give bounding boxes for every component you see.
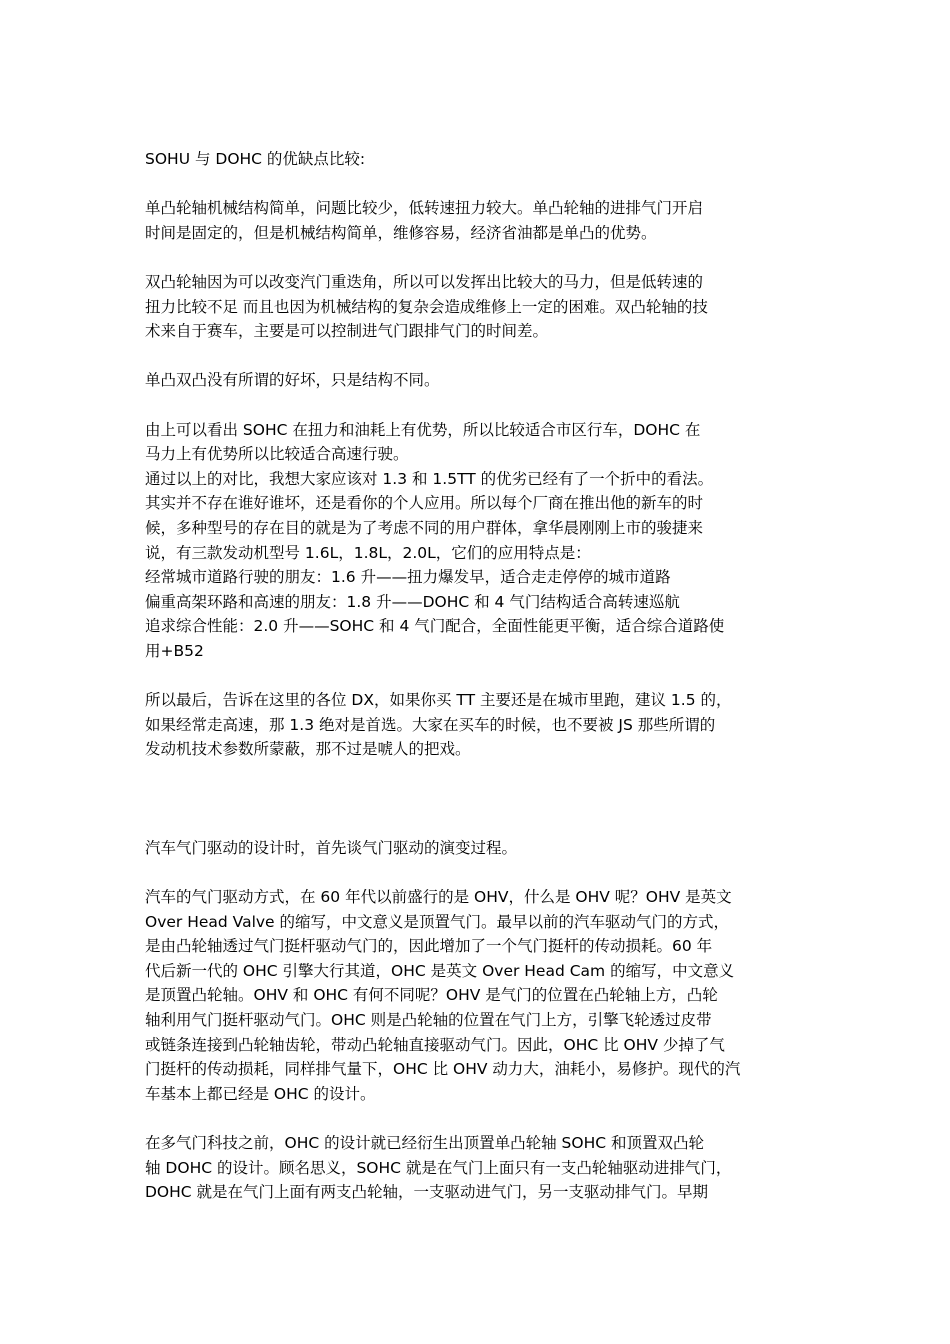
section-heading-valve-drive: 汽车气门驱动的设计时，首先谈气门驱动的演变过程。 [145,838,518,857]
paragraph-line: 轴 DOHC 的设计。顾名思义，SOHC 就是在气门上面只有一支凸轮轴驱动进排气门， [145,1158,732,1177]
paragraph-line: 单凸轮轴机械结构简单，问题比较少，低转速扭力较大。单凸轮轴的进排气门开启 [145,199,704,218]
paragraph-line: 发动机技术参数所蒙蔽，那不过是唬人的把戏。 [145,740,471,759]
paragraph-line: 说，有三款发动机型号 1.6L，1.8L，2.0L，它们的应用特点是： [145,543,591,562]
paragraph-line: 汽车的气门驱动方式，在 60 年代以前盛行的是 OHV，什么是 OHV 呢？OHV 是英文 [145,888,732,907]
paragraph-line: 代后新一代的 OHC 引擎大行其道，OHC 是英文 Over Head Cam 的缩写，中文意义 [145,961,735,980]
paragraph-line: DOHC 就是在气门上面有两支凸轮轴，一支驱动进气门，另一支驱动排气门。早期 [145,1183,709,1202]
paragraph-line: 其实并不存在谁好谁坏，还是看你的个人应用。所以每个厂商在推出他的新车的时 [145,494,704,513]
blank-line [145,663,810,688]
blank-line [145,344,810,369]
blank-line [145,1106,810,1131]
paragraph-line: 是顶置凸轮轴。OHV 和 OHC 有何不同呢？OHV 是气门的位置在凸轮轴上方，凸轮 [145,986,718,1005]
document-body [145,147,810,1205]
paragraph-line: 或链条连接到凸轮轴齿轮，带动凸轮轴直接驱动气门。因此，OHC 比 OHV 少掉了气 [145,1035,725,1054]
paragraph-line: 时间是固定的，但是机械结构简单，维修容易，经济省油都是单凸的优势。 [145,223,657,242]
blank-line [145,245,810,270]
section-gap [145,762,810,836]
heading-comparison: SOHU 与 DOHC 的优缺点比较: [145,150,366,168]
paragraph-line: 单凸双凸没有所谓的好坏，只是结构不同。 [145,371,440,390]
paragraph-line: 由上可以看出 SOHC 在扭力和油耗上有优势，所以比较适合市区行车，DOHC 在 [145,420,701,439]
paragraph-line: 车基本上都已经是 OHC 的设计。 [145,1084,376,1103]
paragraph-line: 追求综合性能：2.0 升——SOHC 和 4 气门配合，全面性能更平衡，适合综合道路使 [145,617,725,636]
paragraph-line: 术来自于赛车，主要是可以控制进气门跟排气门的时间差。 [145,322,549,341]
paragraph-line: Over Head Valve 的缩写，中文意义是顶置气门。最早以前的汽车驱动气门的方式， [145,912,730,931]
blank-line [145,393,810,418]
paragraph-line: 经常城市道路行驶的朋友：1.6 升——扭力爆发早，适合走走停停的城市道路 [145,568,671,587]
paragraph-line: 候，多种型号的存在目的就是为了考虑不同的用户群体，拿华晨刚刚上市的骏捷来 [145,518,704,537]
paragraph-line: 偏重高架环路和高速的朋友：1.8 升——DOHC 和 4 气门结构适合高转速巡航 [145,592,680,611]
paragraph-line: 轴利用气门挺杆驱动气门。OHC 则是凸轮轴的位置在气门上方，引擎飞轮透过皮带 [145,1011,712,1029]
paragraph-line: 双凸轮轴因为可以改变汽门重迭角，所以可以发挥出比较大的马力，但是低转速的 [145,272,704,291]
paragraph-line: 是由凸轮轴透过气门挺杆驱动气门的，因此增加了一个气门挺杆的传动损耗。60 年 [145,937,713,956]
blank-line [145,860,810,885]
paragraph-line: 用+B52 [145,641,204,660]
paragraph-line: 通过以上的对比，我想大家应该对 1.3 和 1.5TT 的优劣已经有了一个折中的看法。 [145,469,714,488]
blank-line [145,172,810,197]
paragraph-line: 马力上有优势所以比较适合高速行驶。 [145,445,409,464]
paragraph-line: 门挺杆的传动损耗，同样排气量下，OHC 比 OHV 动力大，油耗小，易修护。现代的汽 [145,1060,741,1079]
paragraph-line: 如果经常走高速，那 1.3 绝对是首选。大家在买车的时候，也不要被 JS 那些所谓的 [145,715,716,734]
paragraph-line: 所以最后，告诉在这里的各位 DX，如果你买 TT 主要还是在城市里跑，建议 1.5 的， [145,691,732,710]
paragraph-line: 在多气门科技之前，OHC 的设计就已经衍生出顶置单凸轮轴 SOHC 和顶置双凸轮 [145,1133,704,1152]
paragraph-line: 扭力比较不足 而且也因为机械结构的复杂会造成维修上一定的困难。双凸轮轴的技 [145,297,708,316]
